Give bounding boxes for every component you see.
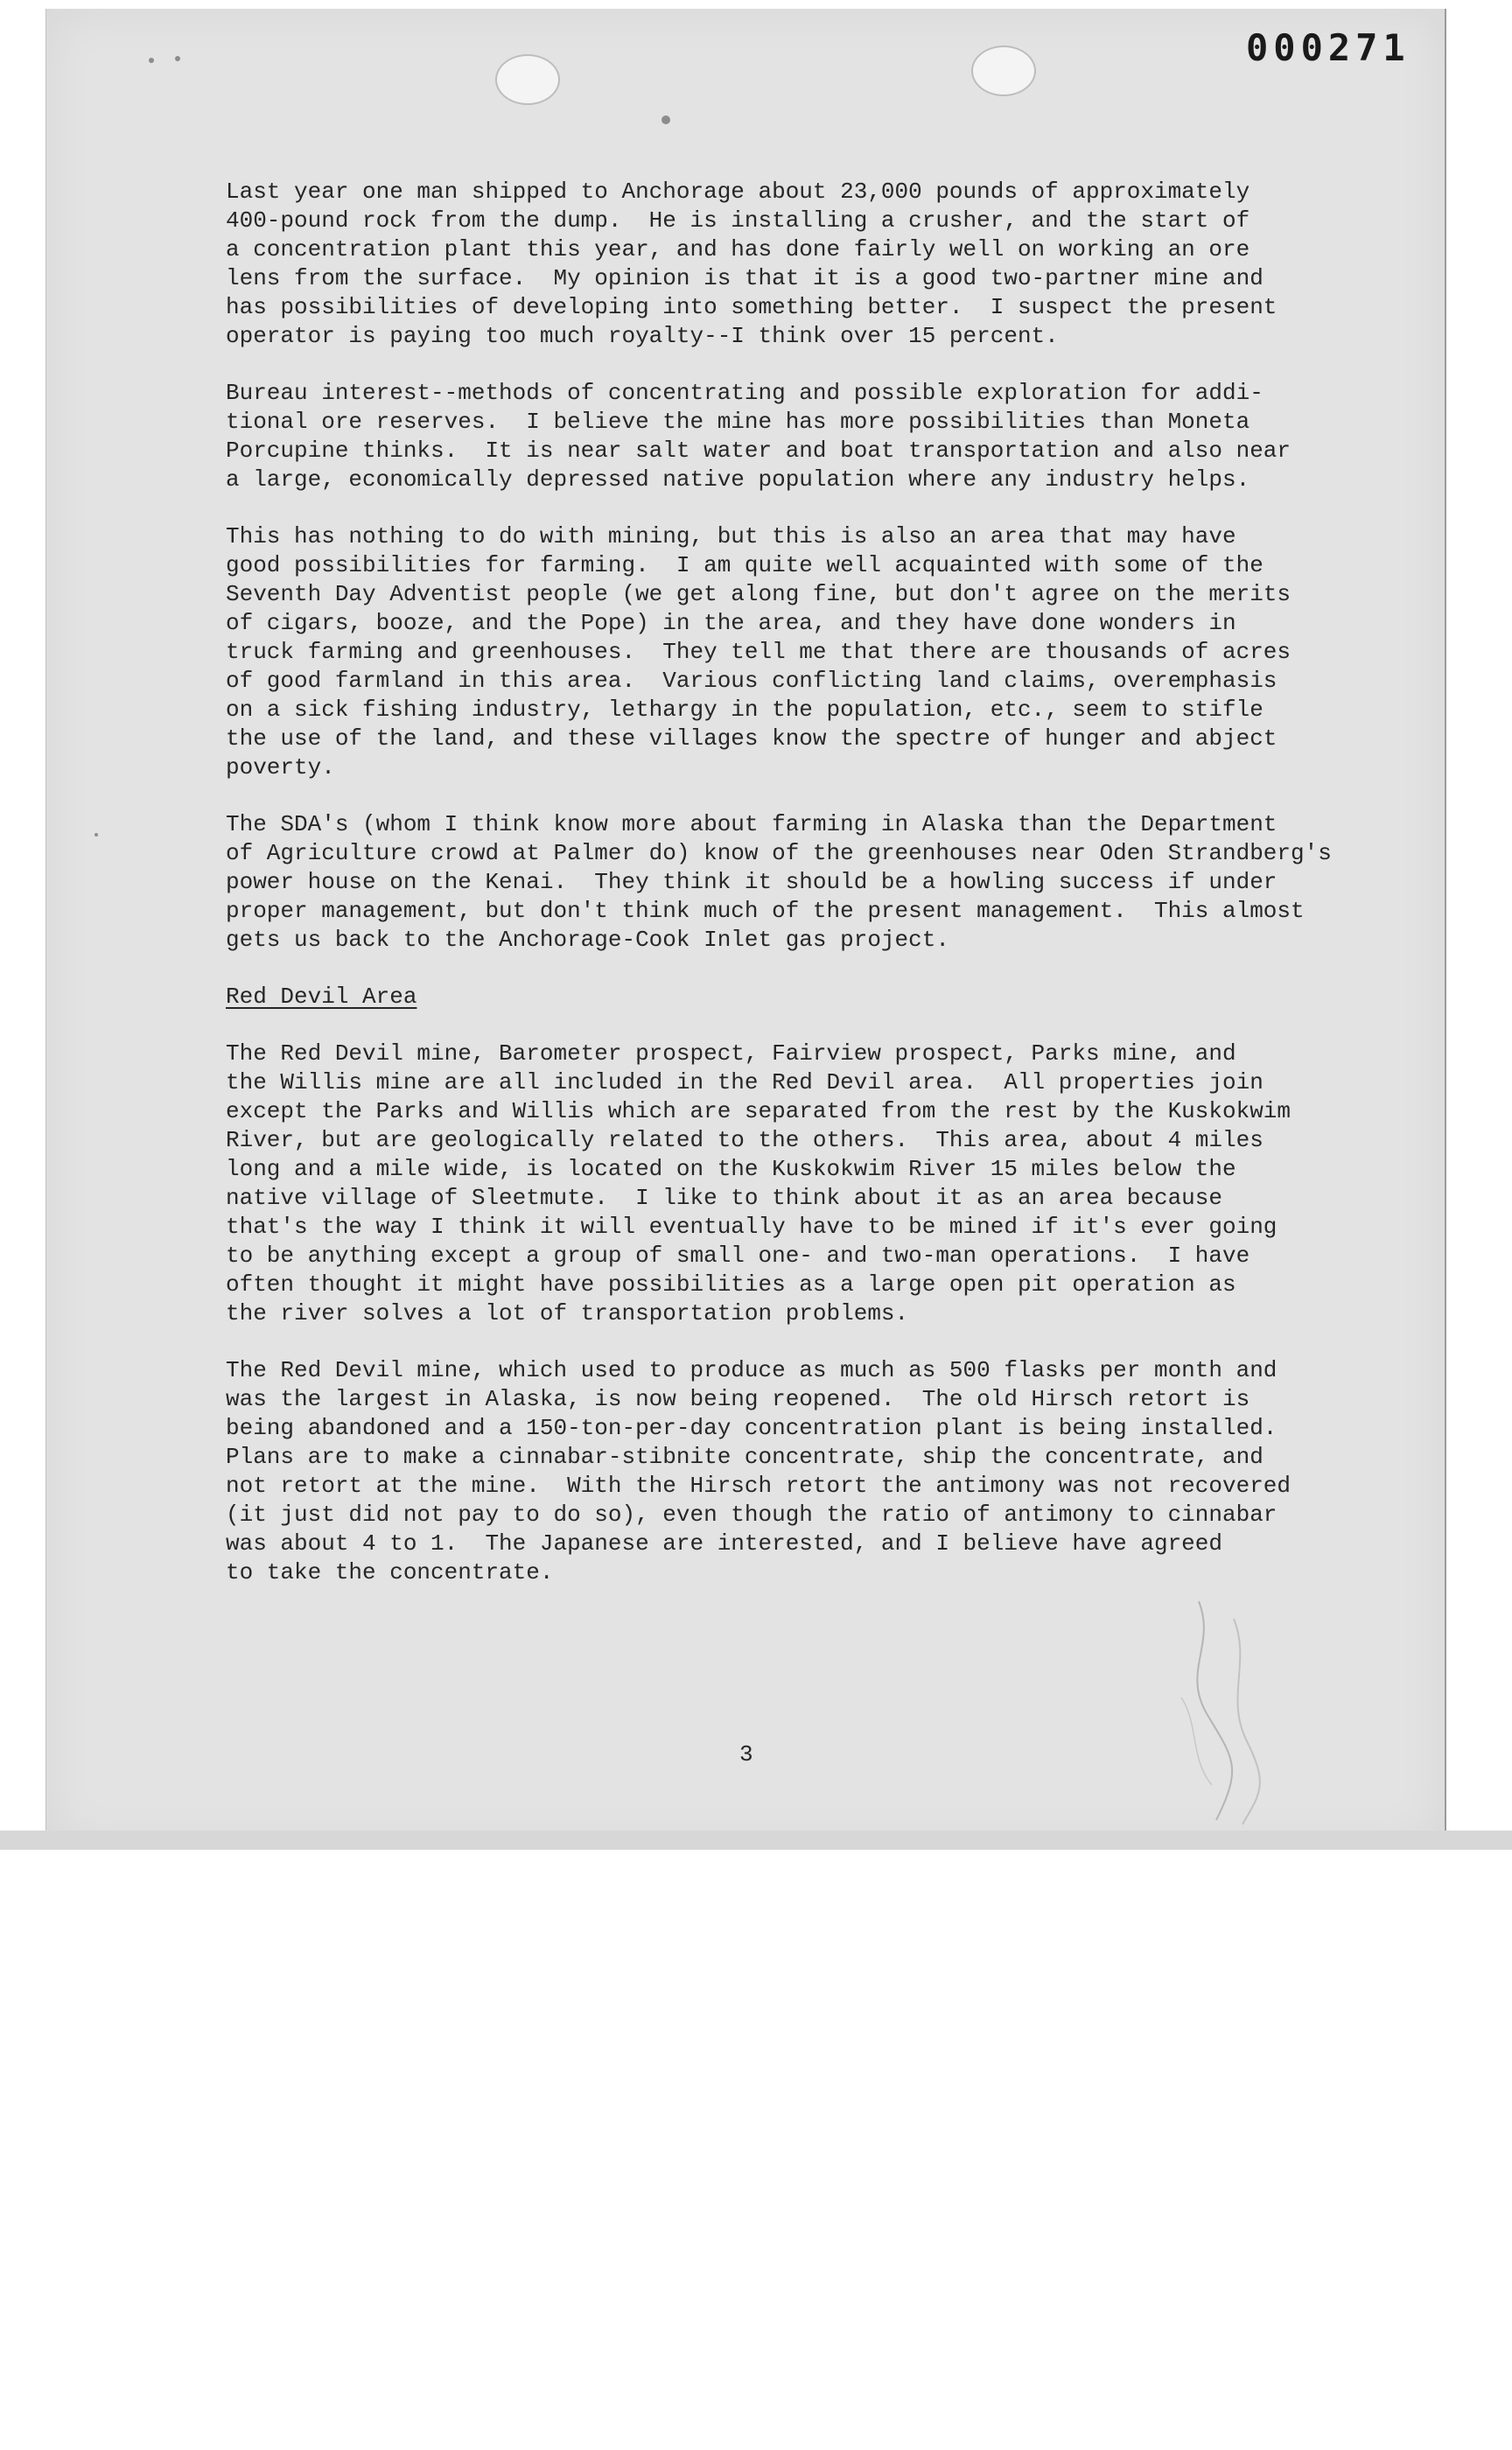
- text-line: Porcupine thinks. It is near salt water and boat transportation and also near: [226, 438, 1291, 464]
- text-line: River, but are geologically related to the others. This area, about 4 miles: [226, 1127, 1264, 1153]
- paragraph: [226, 810, 1416, 955]
- text-line: (it just did not pay to do so), even though the ratio of antimony to cinnabar: [226, 1502, 1278, 1528]
- text-line: the Willis mine are all included in the Red Devil area. All properties join: [226, 1069, 1264, 1096]
- text-line: native village of Sleetmute. I like to think about it as an area because: [226, 1185, 1222, 1211]
- paragraph: [226, 1356, 1416, 1587]
- text-line: proper management, but don't think much of the present management. This almost: [226, 898, 1305, 924]
- text-line: the river solves a lot of transportation problems.: [226, 1300, 909, 1326]
- paragraph-group-2: [226, 1040, 1416, 1587]
- text-line: Last year one man shipped to Anchorage about 23,000 pounds of approximately: [226, 178, 1250, 205]
- text-line: of Agriculture crowd at Palmer do) know of the greenhouses near Oden Strandberg's: [226, 840, 1332, 866]
- scan-bottom-edge: [0, 1830, 1512, 1850]
- text-line: of good farmland in this area. Various conflicting land claims, overemphasis: [226, 668, 1278, 694]
- text-line: except the Parks and Willis which are separated from the rest by the Kuskokwim: [226, 1098, 1291, 1124]
- margin-pencil-marks: [1164, 1592, 1278, 1829]
- text-line: poverty.: [226, 754, 335, 780]
- punch-hole-left: [495, 54, 560, 105]
- paragraph: [226, 178, 1416, 351]
- document-body: [226, 178, 1416, 1615]
- paragraph: [226, 522, 1416, 782]
- text-line: Bureau interest--methods of concentrating and possible exploration for addi-: [226, 380, 1264, 406]
- text-line: lens from the surface. My opinion is that it is a good two-partner mine and: [226, 265, 1264, 291]
- text-line: tional ore reserves. I believe the mine has more possibilities than Moneta: [226, 409, 1250, 435]
- paragraph: [226, 379, 1416, 494]
- text-line: gets us back to the Anchorage-Cook Inlet gas project.: [226, 927, 949, 953]
- punch-hole-right: [971, 46, 1036, 96]
- text-line: power house on the Kenai. They think it should be a howling success if under: [226, 869, 1278, 895]
- section-heading: Red Devil Area: [226, 984, 417, 1010]
- text-line: was the largest in Alaska, is now being reopened. The old Hirsch retort is: [226, 1386, 1250, 1412]
- text-line: Plans are to make a cinnabar-stibnite concentrate, ship the concentrate, and: [226, 1444, 1264, 1470]
- text-line: 400-pound rock from the dump. He is installing a crusher, and the start of: [226, 207, 1250, 234]
- paragraph: [226, 1040, 1416, 1328]
- text-line: long and a mile wide, is located on the Kuskokwim River 15 miles below the: [226, 1156, 1236, 1182]
- text-line: a large, economically depressed native population where any industry helps.: [226, 466, 1250, 493]
- text-line: truck farming and greenhouses. They tell me that there are thousands of acres: [226, 639, 1291, 665]
- text-line: This has nothing to do with mining, but this is also an area that may have: [226, 523, 1236, 550]
- text-line: a concentration plant this year, and has done fairly well on working an ore: [226, 236, 1250, 262]
- text-line: not retort at the mine. With the Hirsch retort the antimony was not recovered: [226, 1473, 1291, 1499]
- text-line: The Red Devil mine, Barometer prospect, Fairview prospect, Parks mine, and: [226, 1040, 1236, 1067]
- text-line: that's the way I think it will eventually have to be mined if it's ever going: [226, 1214, 1278, 1240]
- text-line: to be anything except a group of small one- and two-man operations. I have: [226, 1242, 1250, 1269]
- text-line: often thought it might have possibilities as a large open pit operation as: [226, 1271, 1236, 1298]
- text-line: The SDA's (whom I think know more about farming in Alaska than the Department: [226, 811, 1278, 837]
- document-number: 000271: [1246, 26, 1410, 69]
- scan-speck: [94, 833, 98, 836]
- text-line: The Red Devil mine, which used to produce as much as 500 flasks per month and: [226, 1357, 1278, 1383]
- text-line: to take the concentrate.: [226, 1559, 554, 1586]
- scan-speck: [175, 56, 180, 61]
- text-line: was about 4 to 1. The Japanese are interested, and I believe have agreed: [226, 1530, 1222, 1557]
- text-line: the use of the land, and these villages know the spectre of hunger and abject: [226, 725, 1278, 752]
- text-line: has possibilities of developing into something better. I suspect the present: [226, 294, 1278, 320]
- text-line: of cigars, booze, and the Pope) in the area, and they have done wonders in: [226, 610, 1236, 636]
- text-line: operator is paying too much royalty--I think over 15 percent.: [226, 323, 1059, 349]
- paragraph-group-1: [226, 178, 1416, 955]
- scan-speck: [149, 58, 154, 63]
- text-line: good possibilities for farming. I am quite well acquainted with some of the: [226, 552, 1264, 578]
- text-line: being abandoned and a 150-ton-per-day concentration plant is being installed.: [226, 1415, 1278, 1441]
- text-line: on a sick fishing industry, lethargy in the population, etc., seem to stifle: [226, 696, 1264, 723]
- text-line: Seventh Day Adventist people (we get along fine, but don't agree on the merits: [226, 581, 1291, 607]
- page-number: 3: [739, 1741, 753, 1768]
- scan-speck: [662, 116, 670, 124]
